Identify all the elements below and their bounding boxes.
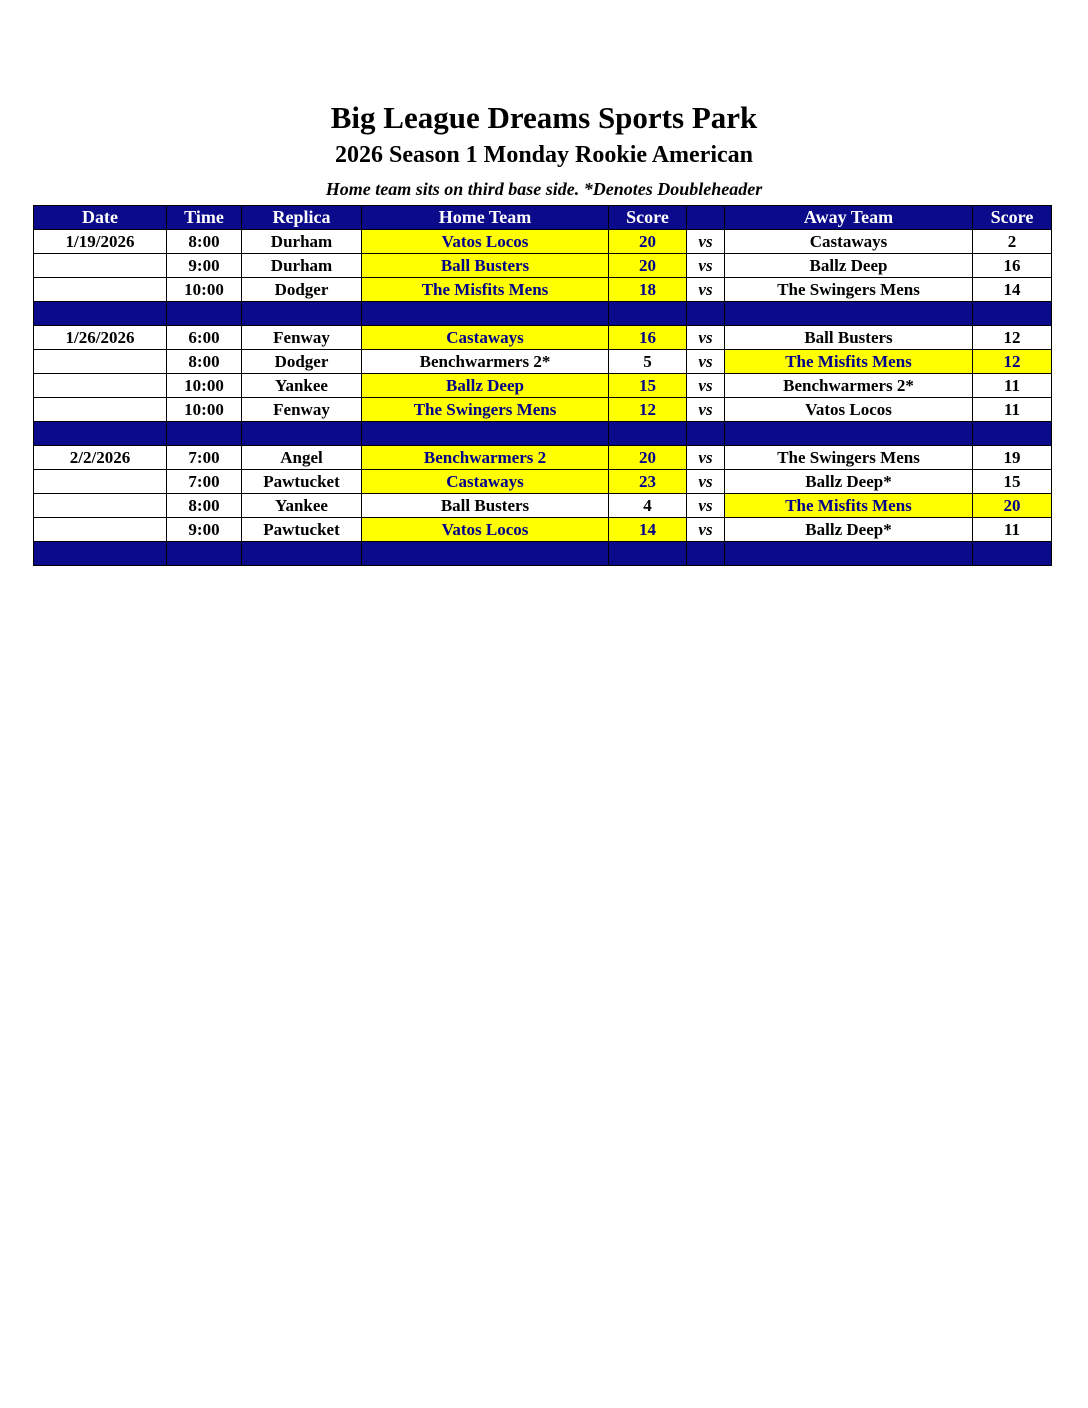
away-score-cell: 11 — [973, 398, 1052, 422]
date-cell: 1/26/2026 — [34, 326, 167, 350]
time-cell: 8:00 — [167, 230, 242, 254]
vs-cell: vs — [687, 350, 725, 374]
replica-cell: Durham — [242, 230, 362, 254]
week-separator-row — [34, 422, 1052, 446]
week-separator-row — [34, 302, 1052, 326]
replica-cell: Pawtucket — [242, 518, 362, 542]
separator-cell — [687, 422, 725, 446]
time-cell: 10:00 — [167, 398, 242, 422]
vs-cell: vs — [687, 254, 725, 278]
time-cell: 7:00 — [167, 446, 242, 470]
home-score-cell: 16 — [609, 326, 687, 350]
game-row — [34, 230, 1052, 254]
separator-cell — [242, 542, 362, 566]
replica-cell: Dodger — [242, 278, 362, 302]
away-score-cell: 12 — [973, 326, 1052, 350]
separator-cell — [687, 302, 725, 326]
time-cell: 6:00 — [167, 326, 242, 350]
date-cell — [34, 518, 167, 542]
home-score-cell: 15 — [609, 374, 687, 398]
home-score-cell: 18 — [609, 278, 687, 302]
col-header-replica: Replica — [242, 206, 362, 230]
home-score-cell: 14 — [609, 518, 687, 542]
vs-cell: vs — [687, 446, 725, 470]
home-team-cell: The Swingers Mens — [362, 398, 609, 422]
home-score-cell: 20 — [609, 230, 687, 254]
date-cell — [34, 494, 167, 518]
away-team-cell: The Misfits Mens — [725, 494, 973, 518]
away-team-cell: Ball Busters — [725, 326, 973, 350]
separator-cell — [973, 302, 1052, 326]
away-team-cell: Benchwarmers 2* — [725, 374, 973, 398]
replica-cell: Yankee — [242, 374, 362, 398]
schedule-table — [33, 205, 1052, 566]
date-cell — [34, 470, 167, 494]
separator-cell — [167, 422, 242, 446]
away-score-cell: 2 — [973, 230, 1052, 254]
header-row — [34, 206, 1052, 230]
game-row — [34, 254, 1052, 278]
separator-cell — [167, 542, 242, 566]
away-score-cell: 19 — [973, 446, 1052, 470]
home-score-cell: 20 — [609, 446, 687, 470]
vs-cell: vs — [687, 230, 725, 254]
vs-cell: vs — [687, 470, 725, 494]
home-score-cell: 4 — [609, 494, 687, 518]
game-row — [34, 350, 1052, 374]
separator-cell — [973, 542, 1052, 566]
time-cell: 8:00 — [167, 350, 242, 374]
game-row — [34, 326, 1052, 350]
separator-cell — [609, 422, 687, 446]
away-team-cell: Ballz Deep* — [725, 518, 973, 542]
home-team-cell: Benchwarmers 2* — [362, 350, 609, 374]
time-cell: 7:00 — [167, 470, 242, 494]
replica-cell: Dodger — [242, 350, 362, 374]
away-team-cell: Vatos Locos — [725, 398, 973, 422]
vs-cell: vs — [687, 326, 725, 350]
away-score-cell: 11 — [973, 374, 1052, 398]
separator-cell — [687, 542, 725, 566]
home-team-cell: The Misfits Mens — [362, 278, 609, 302]
replica-cell: Angel — [242, 446, 362, 470]
separator-cell — [167, 302, 242, 326]
game-row — [34, 398, 1052, 422]
home-score-cell: 12 — [609, 398, 687, 422]
time-cell: 10:00 — [167, 278, 242, 302]
home-team-cell: Castaways — [362, 470, 609, 494]
away-score-cell: 16 — [973, 254, 1052, 278]
away-score-cell: 20 — [973, 494, 1052, 518]
date-cell: 1/19/2026 — [34, 230, 167, 254]
home-team-cell: Benchwarmers 2 — [362, 446, 609, 470]
date-cell — [34, 278, 167, 302]
away-score-cell: 12 — [973, 350, 1052, 374]
away-team-cell: The Swingers Mens — [725, 446, 973, 470]
home-team-cell: Ballz Deep — [362, 374, 609, 398]
home-team-cell: Castaways — [362, 326, 609, 350]
separator-cell — [609, 542, 687, 566]
col-header-away-team: Away Team — [725, 206, 973, 230]
home-score-cell: 20 — [609, 254, 687, 278]
game-row — [34, 494, 1052, 518]
away-score-cell: 15 — [973, 470, 1052, 494]
away-team-cell: The Swingers Mens — [725, 278, 973, 302]
replica-cell: Fenway — [242, 326, 362, 350]
date-cell — [34, 374, 167, 398]
separator-cell — [609, 302, 687, 326]
col-header-time: Time — [167, 206, 242, 230]
home-team-cell: Ball Busters — [362, 254, 609, 278]
page-title: Big League Dreams Sports Park — [330, 100, 758, 135]
away-team-cell: Ballz Deep* — [725, 470, 973, 494]
game-row — [34, 374, 1052, 398]
replica-cell: Fenway — [242, 398, 362, 422]
separator-cell — [34, 542, 167, 566]
game-row — [34, 278, 1052, 302]
schedule-body — [34, 230, 1052, 566]
separator-cell — [973, 422, 1052, 446]
vs-cell: vs — [687, 398, 725, 422]
away-score-cell: 11 — [973, 518, 1052, 542]
separator-cell — [34, 422, 167, 446]
separator-cell — [362, 302, 609, 326]
date-cell — [34, 254, 167, 278]
away-team-cell: Castaways — [725, 230, 973, 254]
time-cell: 10:00 — [167, 374, 242, 398]
col-header-away-score: Score — [973, 206, 1052, 230]
col-header-home-score: Score — [609, 206, 687, 230]
separator-cell — [242, 302, 362, 326]
col-header-vs — [687, 206, 725, 230]
date-cell — [34, 398, 167, 422]
date-cell: 2/2/2026 — [34, 446, 167, 470]
away-team-cell: The Misfits Mens — [725, 350, 973, 374]
vs-cell: vs — [687, 374, 725, 398]
away-score-cell: 14 — [973, 278, 1052, 302]
game-row — [34, 518, 1052, 542]
time-cell: 9:00 — [167, 518, 242, 542]
home-score-cell: 23 — [609, 470, 687, 494]
vs-cell: vs — [687, 494, 725, 518]
replica-cell: Durham — [242, 254, 362, 278]
home-score-cell: 5 — [609, 350, 687, 374]
date-cell — [34, 350, 167, 374]
game-row — [34, 470, 1052, 494]
week-separator-row — [34, 542, 1052, 566]
separator-cell — [725, 422, 973, 446]
page-subtitle: 2026 Season 1 Monday Rookie American — [334, 142, 753, 168]
separator-cell — [242, 422, 362, 446]
home-team-cell: Ball Busters — [362, 494, 609, 518]
home-team-cell: Vatos Locos — [362, 230, 609, 254]
separator-cell — [362, 542, 609, 566]
schedule-note: Home team sits on third base side. *Denotes Doubleheader — [325, 179, 763, 199]
time-cell: 9:00 — [167, 254, 242, 278]
away-team-cell: Ballz Deep — [725, 254, 973, 278]
separator-cell — [362, 422, 609, 446]
separator-cell — [34, 302, 167, 326]
col-header-home-team: Home Team — [362, 206, 609, 230]
replica-cell: Pawtucket — [242, 470, 362, 494]
vs-cell: vs — [687, 518, 725, 542]
time-cell: 8:00 — [167, 494, 242, 518]
home-team-cell: Vatos Locos — [362, 518, 609, 542]
separator-cell — [725, 302, 973, 326]
replica-cell: Yankee — [242, 494, 362, 518]
separator-cell — [725, 542, 973, 566]
vs-cell: vs — [687, 278, 725, 302]
col-header-date: Date — [34, 206, 167, 230]
game-row — [34, 446, 1052, 470]
